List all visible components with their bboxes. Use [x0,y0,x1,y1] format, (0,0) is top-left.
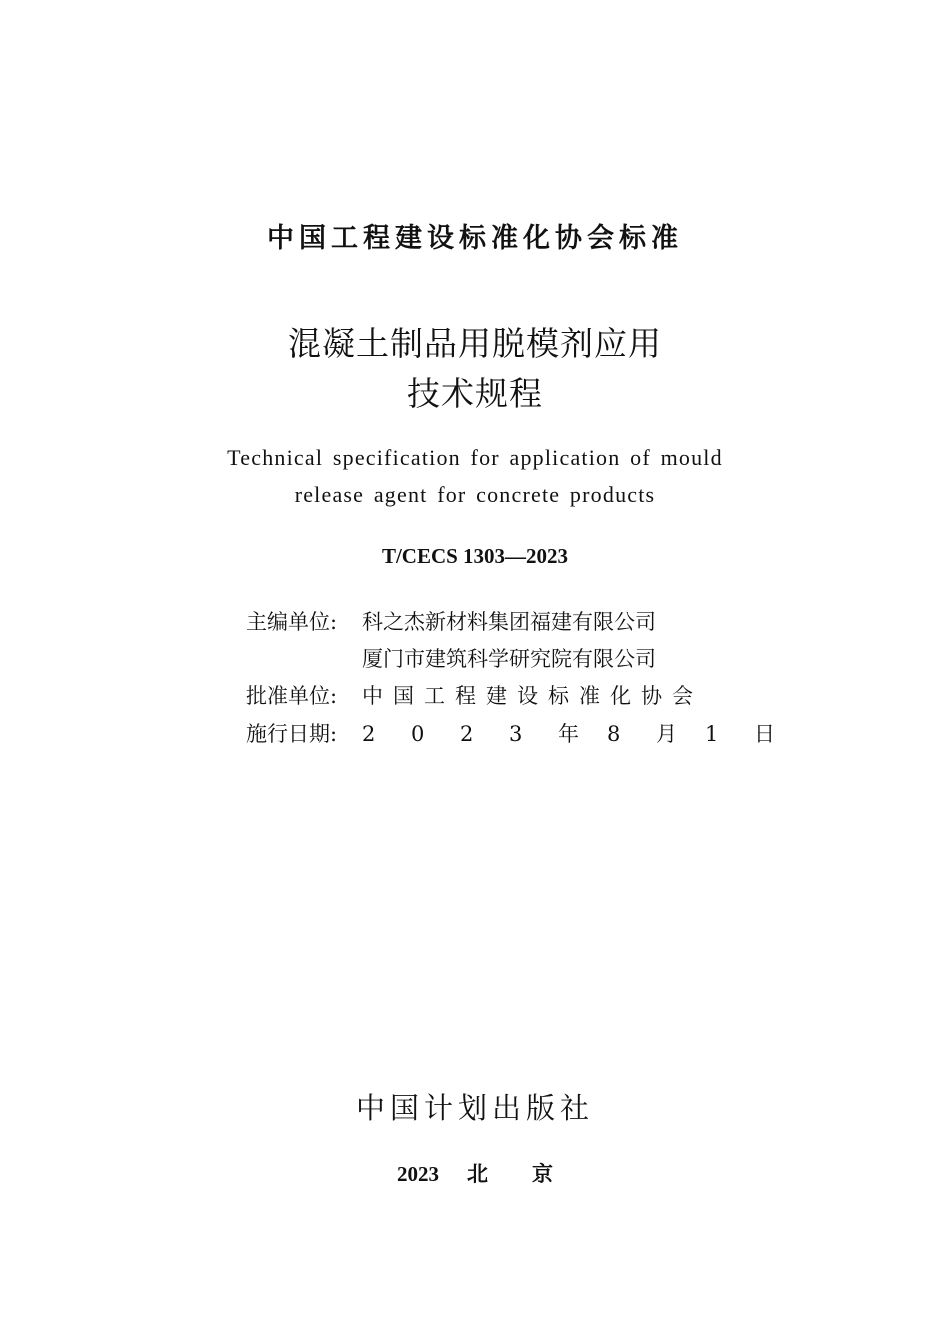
effective-date-value: 2 0 2 3 年 8 月 1 日 [362,722,775,746]
approval-value: 中国工程建设标准化协会 [362,684,703,708]
approval-label: 批准单位: [246,684,338,708]
chief-editor-value-2: 厦门市建筑科学研究院有限公司 [362,647,656,671]
approval-row [246,680,703,710]
standard-number: T/CECS 1303—2023 [381,544,569,568]
title-en-line-2: release agent for concrete products [294,482,656,507]
title-en-line-1: Technical specification for application of mould [227,445,723,470]
imprint-year: 2023 [397,1162,439,1186]
title-zh-line-1: 混凝土制品用脱模剂应用 [288,324,662,363]
imprint-line [0,1158,950,1188]
imprint-city-1: 北 [467,1162,488,1186]
organization-standard-heading: 中国工程建设标准化协会标准 [267,223,683,254]
title-zh-line-2: 技术规程 [407,374,543,413]
imprint-city-2: 京 [532,1162,553,1186]
chief-editor-row [246,606,656,636]
chief-editor-row-2 [362,643,656,673]
chief-editor-value-1: 科之杰新材料集团福建有限公司 [362,610,656,634]
chief-editor-label: 主编单位: [246,610,338,634]
publisher-name: 中国计划出版社 [355,1091,594,1125]
effective-date-row [246,718,803,748]
effective-date-label: 施行日期: [246,722,338,746]
